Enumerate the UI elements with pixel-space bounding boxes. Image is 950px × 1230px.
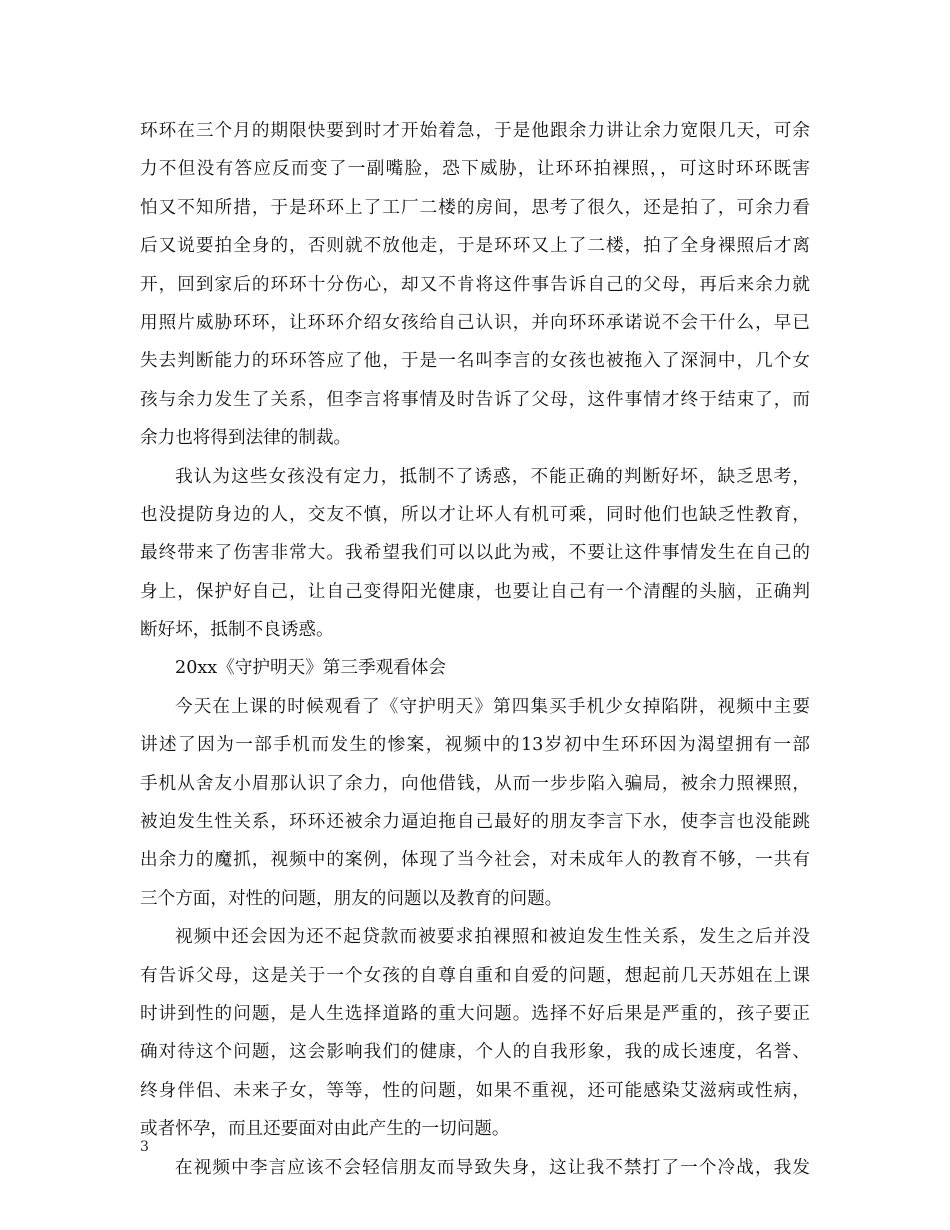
text-line: 或者怀孕，而且还要面对由此产生的一切问题。: [140, 1119, 510, 1140]
section-heading: 20xx《守护明天》第三季观看体会: [175, 658, 446, 679]
text-line: 余力也将得到法律的制裁。: [140, 428, 352, 449]
text-line: 断好坏，抵制不良诱惑。: [140, 620, 334, 641]
text-line: 在视频中李言应该不会轻信朋友而导致失身，这让我不禁打了一个冷战，我发: [175, 1157, 810, 1178]
text-line: 最终带来了伤害非常大。我希望我们可以以此为戒，不要让这件事情发生在自己的: [140, 543, 810, 564]
text-line: 环环在三个月的期限快要到时才开始着急，于是他跟余力讲让余力宽限几天，可余: [140, 121, 810, 141]
text-line: 身上，保护好自己，让自己变得阳光健康，也要让自己有一个清醒的头脑，正确判: [140, 581, 810, 602]
text-line: 怕又不知所措，于是环环上了工厂二楼的房间，思考了很久，还是拍了，可余力看: [140, 197, 810, 218]
text-line: 我认为这些女孩没有定力，抵制不了诱惑，不能正确的判断好坏，缺乏思考，: [175, 466, 810, 487]
text-line: 三个方面，对性的问题，朋友的问题以及教育的问题。: [140, 888, 563, 909]
text-line: 开，回到家后的环环十分伤心，却又不肯将这件事告诉自己的父母，再后来余力就: [140, 274, 810, 295]
text-line: 出余力的魔抓，视频中的案例，体现了当今社会，对未成年人的教育不够，一共有: [140, 850, 810, 871]
text-line: 力不但没有答应反而变了一副嘴脸，恐下威胁，让环环拍裸照，，可这时环环既害: [140, 159, 810, 180]
text-line: 手机从舍友小眉那认识了余力，向他借钱，从而一步步陷入骗局，被余力照裸照，: [140, 773, 810, 794]
text-line: 孩与余力发生了关系，但李言将事情及时告诉了父母，这件事情才终于结束了，而: [140, 389, 810, 410]
text-line: 有告诉父母，这是关于一个女孩的自尊自重和自爱的问题，想起前几天苏姐在上课: [140, 965, 810, 986]
text-line: 被迫发生性关系，环环还被余力逼迫拖自己最好的朋友李言下水，使李言也没能跳: [140, 812, 810, 833]
text-line: 今天在上课的时候观看了《守护明天》第四集买手机少女掉陷阱，视频中主要: [175, 696, 810, 717]
text-line: 用照片威胁环环，让环环介绍女孩给自己认识，并向环环承诺说不会干什么，早已: [140, 312, 810, 333]
text-line: 视频中还会因为还不起贷款而被要求拍裸照和被迫发生性关系，发生之后并没: [175, 927, 810, 948]
text-line: 时讲到性的问题，是人生选择道路的重大问题。选择不好后果是严重的，孩子要正: [140, 1003, 810, 1024]
text-line: 确对待这个问题，这会影响我们的健康，个人的自我形象，我的成长速度，名誉、: [140, 1042, 810, 1063]
text-line: 失去判断能力的环环答应了他，于是一名叫李言的女孩也被拖入了深洞中，几个女: [140, 351, 810, 372]
text-line: 也没提防身边的人，交友不慎，所以才让坏人有机可乘，同时他们也缺乏性教育，: [140, 504, 810, 525]
text-line: 讲述了因为一部手机而发生的惨案，视频中的13岁初中生环环因为渴望拥有一部: [140, 735, 810, 756]
document-body: [140, 112, 810, 1187]
text-line: 后又说要拍全身的，否则就不放他走，于是环环又上了二楼，拍了全身裸照后才离: [140, 236, 810, 257]
text-line: 终身伴侣、未来子女，等等，性的问题，如果不重视，还可能感染艾滋病或性病，: [140, 1080, 810, 1101]
page-number: 3: [140, 1139, 149, 1155]
